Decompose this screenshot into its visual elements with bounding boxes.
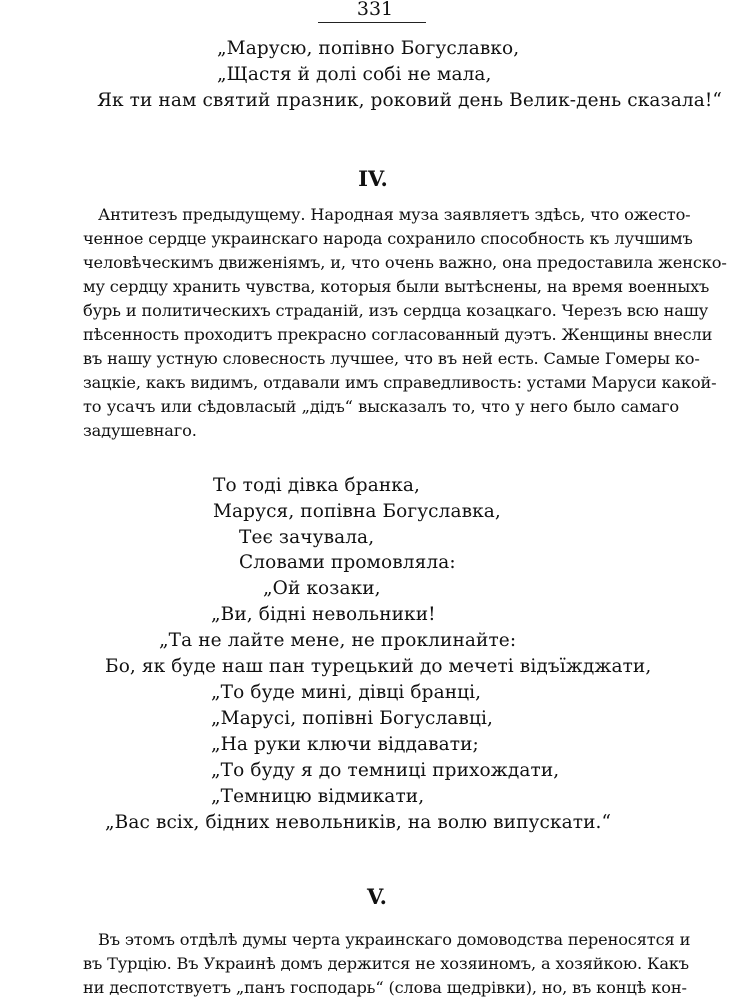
section-v-heading: V. (367, 884, 387, 909)
section-iv-paragraph-line: ченное сердце украинскаго народа сохранило способность къ лучшимъ (83, 229, 693, 248)
section-iv-paragraph-line: бурь и политическихъ страданій, изъ сердца козацкаго. Черезъ всю нашу (83, 301, 709, 320)
section-iv-verse-line: То тоді дівка бранка, (213, 475, 421, 496)
section-iv-verse-line: „Марусі, попівні Богуславці, (211, 708, 493, 729)
section-iv-verse-line: „То буду я до темниці прихождати, (211, 760, 560, 781)
section-v-paragraph-line: Въ этомъ отдѣлѣ думы черта украинскаго домоводства переносятся и (98, 930, 691, 949)
opening-verse-line: „Щастя й долі собі не мала, (217, 64, 492, 85)
section-iv-verse-line: Словами промовляла: (239, 552, 456, 573)
opening-verse-line: „Марусю, попівно Богуславко, (217, 38, 520, 59)
section-iv-paragraph-line: зацкіе, какъ видимъ, отдавали имъ справедливость: устами Маруси какой- (83, 373, 717, 392)
section-iv-paragraph-line: Антитезъ предыдущему. Народная муза заявляетъ здѣсь, что ожесто- (98, 205, 691, 224)
section-iv-verse-line: Теє зачувала, (239, 527, 375, 548)
section-iv-verse-line: „Та не лайте мене, не проклинайте: (159, 630, 517, 651)
section-iv-paragraph-line: му сердцу хранить чувства, которыя были вытѣснены, на время военныхъ (83, 277, 710, 296)
section-v-paragraph-line: въ Турцію. Въ Украинѣ домъ держится не хозяиномъ, а хозяйкою. Какъ (83, 954, 689, 973)
section-iv-heading: IV. (358, 166, 388, 191)
section-iv-paragraph-line: въ нашу устную словесность лучшее, что въ ней есть. Самые Гомеры ко- (83, 349, 700, 368)
page-number-rule (318, 22, 426, 23)
page-number: 331 (356, 0, 394, 20)
section-iv-verse-line: „Вас всіх, бідних невольників, на волю випускати.“ (105, 812, 612, 833)
section-iv-verse-line: „Ви, бідні невольники! (211, 604, 436, 625)
section-iv-verse-line: „Ой козаки, (263, 578, 381, 599)
section-iv-verse-line: „Темницю відмикати, (211, 786, 425, 807)
section-iv-paragraph-line: пѣсенность проходитъ прекрасно согласованный дуэтъ. Женщины внесли (83, 325, 713, 344)
section-v-paragraph-line: ни деспотствуетъ „панъ господарь“ (слова щедрівки), но, въ концѣ кон- (83, 978, 687, 997)
section-iv-verse-line: „На руки ключи віддавати; (211, 734, 479, 755)
section-iv-paragraph-line: то усачъ или сѣдовласый „дідъ“ высказалъ то, что у него было самаго (83, 397, 679, 416)
section-iv-paragraph-line: задушевнаго. (83, 421, 197, 440)
section-iv-paragraph-line: человѣческимъ движеніямъ, и, что очень важно, она предоставила женско- (83, 253, 727, 272)
opening-verse-line: Як ти нам святий празник, роковий день Велик-день сказала!“ (97, 90, 722, 111)
section-iv-verse-line: „То буде мині, дівці бранці, (211, 682, 482, 703)
section-iv-verse-line: Бо, як буде наш пан турецький до мечеті відъїжджати, (105, 656, 652, 677)
section-iv-verse-line: Маруся, попівна Богуславка, (213, 501, 501, 522)
